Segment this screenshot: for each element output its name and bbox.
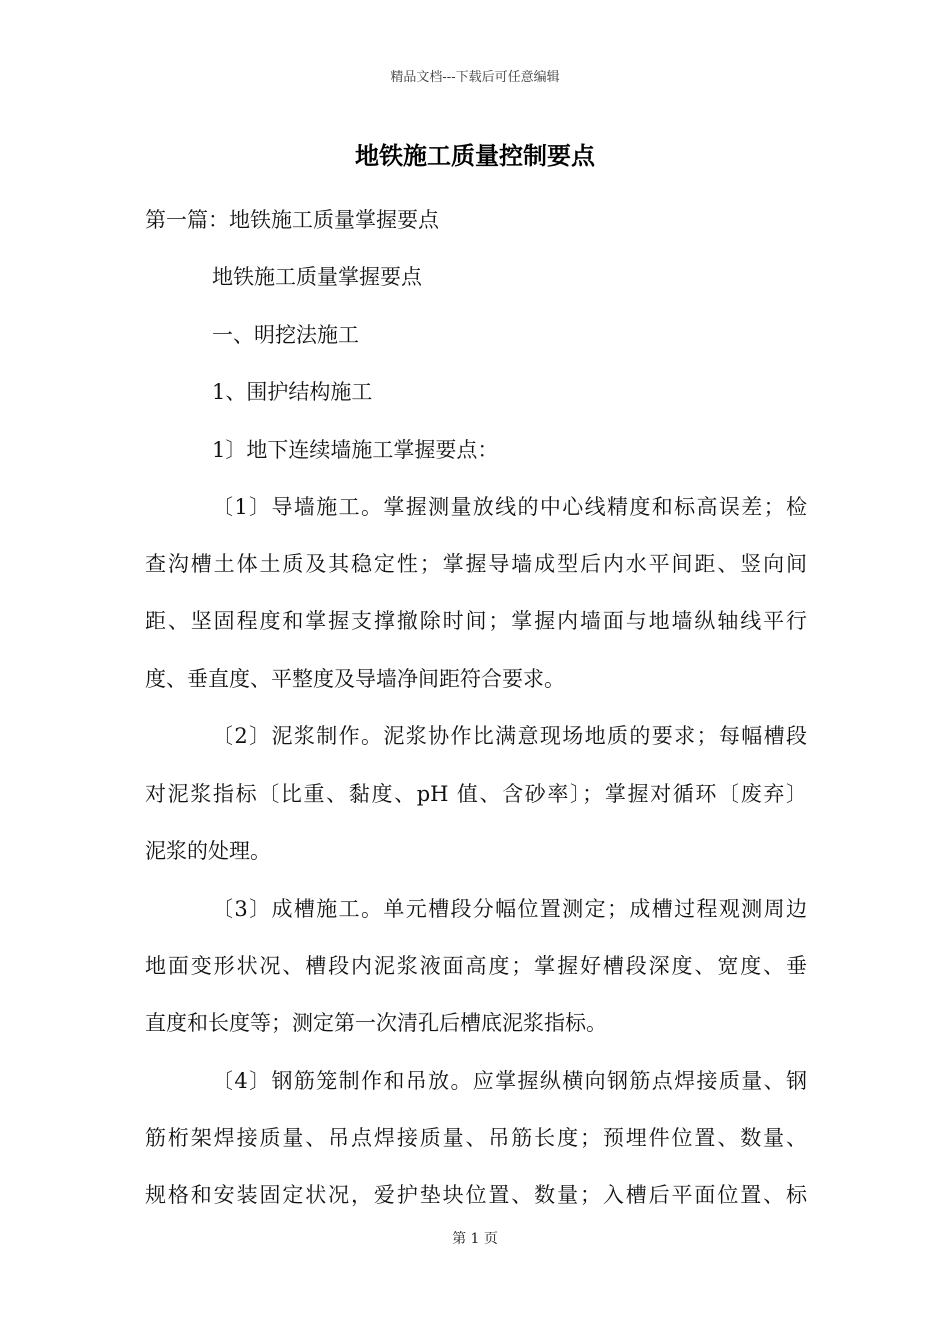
paragraph-line: 对泥浆指标〔比重、黏度、pH 值、含砂率〕；掌握对循环〔废弃〕 bbox=[145, 782, 807, 806]
document-title: 地铁施工质量控制要点 bbox=[355, 142, 595, 170]
paragraph-line: 直度和长度等；测定第一次清孔后槽底泥浆指标。 bbox=[145, 1011, 607, 1035]
header-note: 精品文档---下载后可任意编辑 bbox=[390, 70, 560, 85]
paragraph-line: 〔3〕成槽施工。单元槽段分幅位置测定；成槽过程观测周边 bbox=[212, 897, 807, 921]
paragraph-line: 〔4〕钢筋笼制作和吊放。应掌握纵横向钢筋点焊接质量、钢 bbox=[212, 1069, 807, 1093]
paragraph-line: 距、坚固程度和掌握支撑撤除时间；掌握内墙面与地墙纵轴线平行 bbox=[145, 609, 807, 633]
paragraph-line: 〔2〕泥浆制作。泥浆协作比满意现场地质的要求；每幅槽段 bbox=[212, 724, 807, 748]
page-number: 第 1 页 bbox=[452, 1231, 498, 1247]
paragraph-line: 规格和安装固定状况，爱护垫块位置、数量；入槽后平面位置、标 bbox=[145, 1183, 807, 1207]
paragraph-line: 地面变形状况、槽段内泥浆液面高度；掌握好槽段深度、宽度、垂 bbox=[145, 954, 807, 978]
paragraph-line: 筋桁架焊接质量、吊点焊接质量、吊筋长度；预埋件位置、数量、 bbox=[145, 1126, 807, 1150]
subsection-heading: 1、围护结构施工 bbox=[212, 380, 373, 404]
paragraph-line: 泥浆的处理。 bbox=[145, 839, 271, 863]
subsection-heading: 一、明挖法施工 bbox=[212, 323, 359, 347]
paragraph-line: 〔1〕导墙施工。掌握测量放线的中心线精度和标高误差；检 bbox=[212, 495, 807, 519]
chapter-heading: 第一篇：地铁施工质量掌握要点 bbox=[145, 208, 439, 232]
section-heading: 地铁施工质量掌握要点 bbox=[212, 265, 422, 289]
subsection-heading: 1〕地下连续墙施工掌握要点： bbox=[212, 438, 499, 462]
paragraph-line: 度、垂直度、平整度及导墙净间距符合要求。 bbox=[145, 667, 565, 691]
paragraph-line: 查沟槽土体土质及其稳定性；掌握导墙成型后内水平间距、竖向间 bbox=[145, 552, 807, 576]
